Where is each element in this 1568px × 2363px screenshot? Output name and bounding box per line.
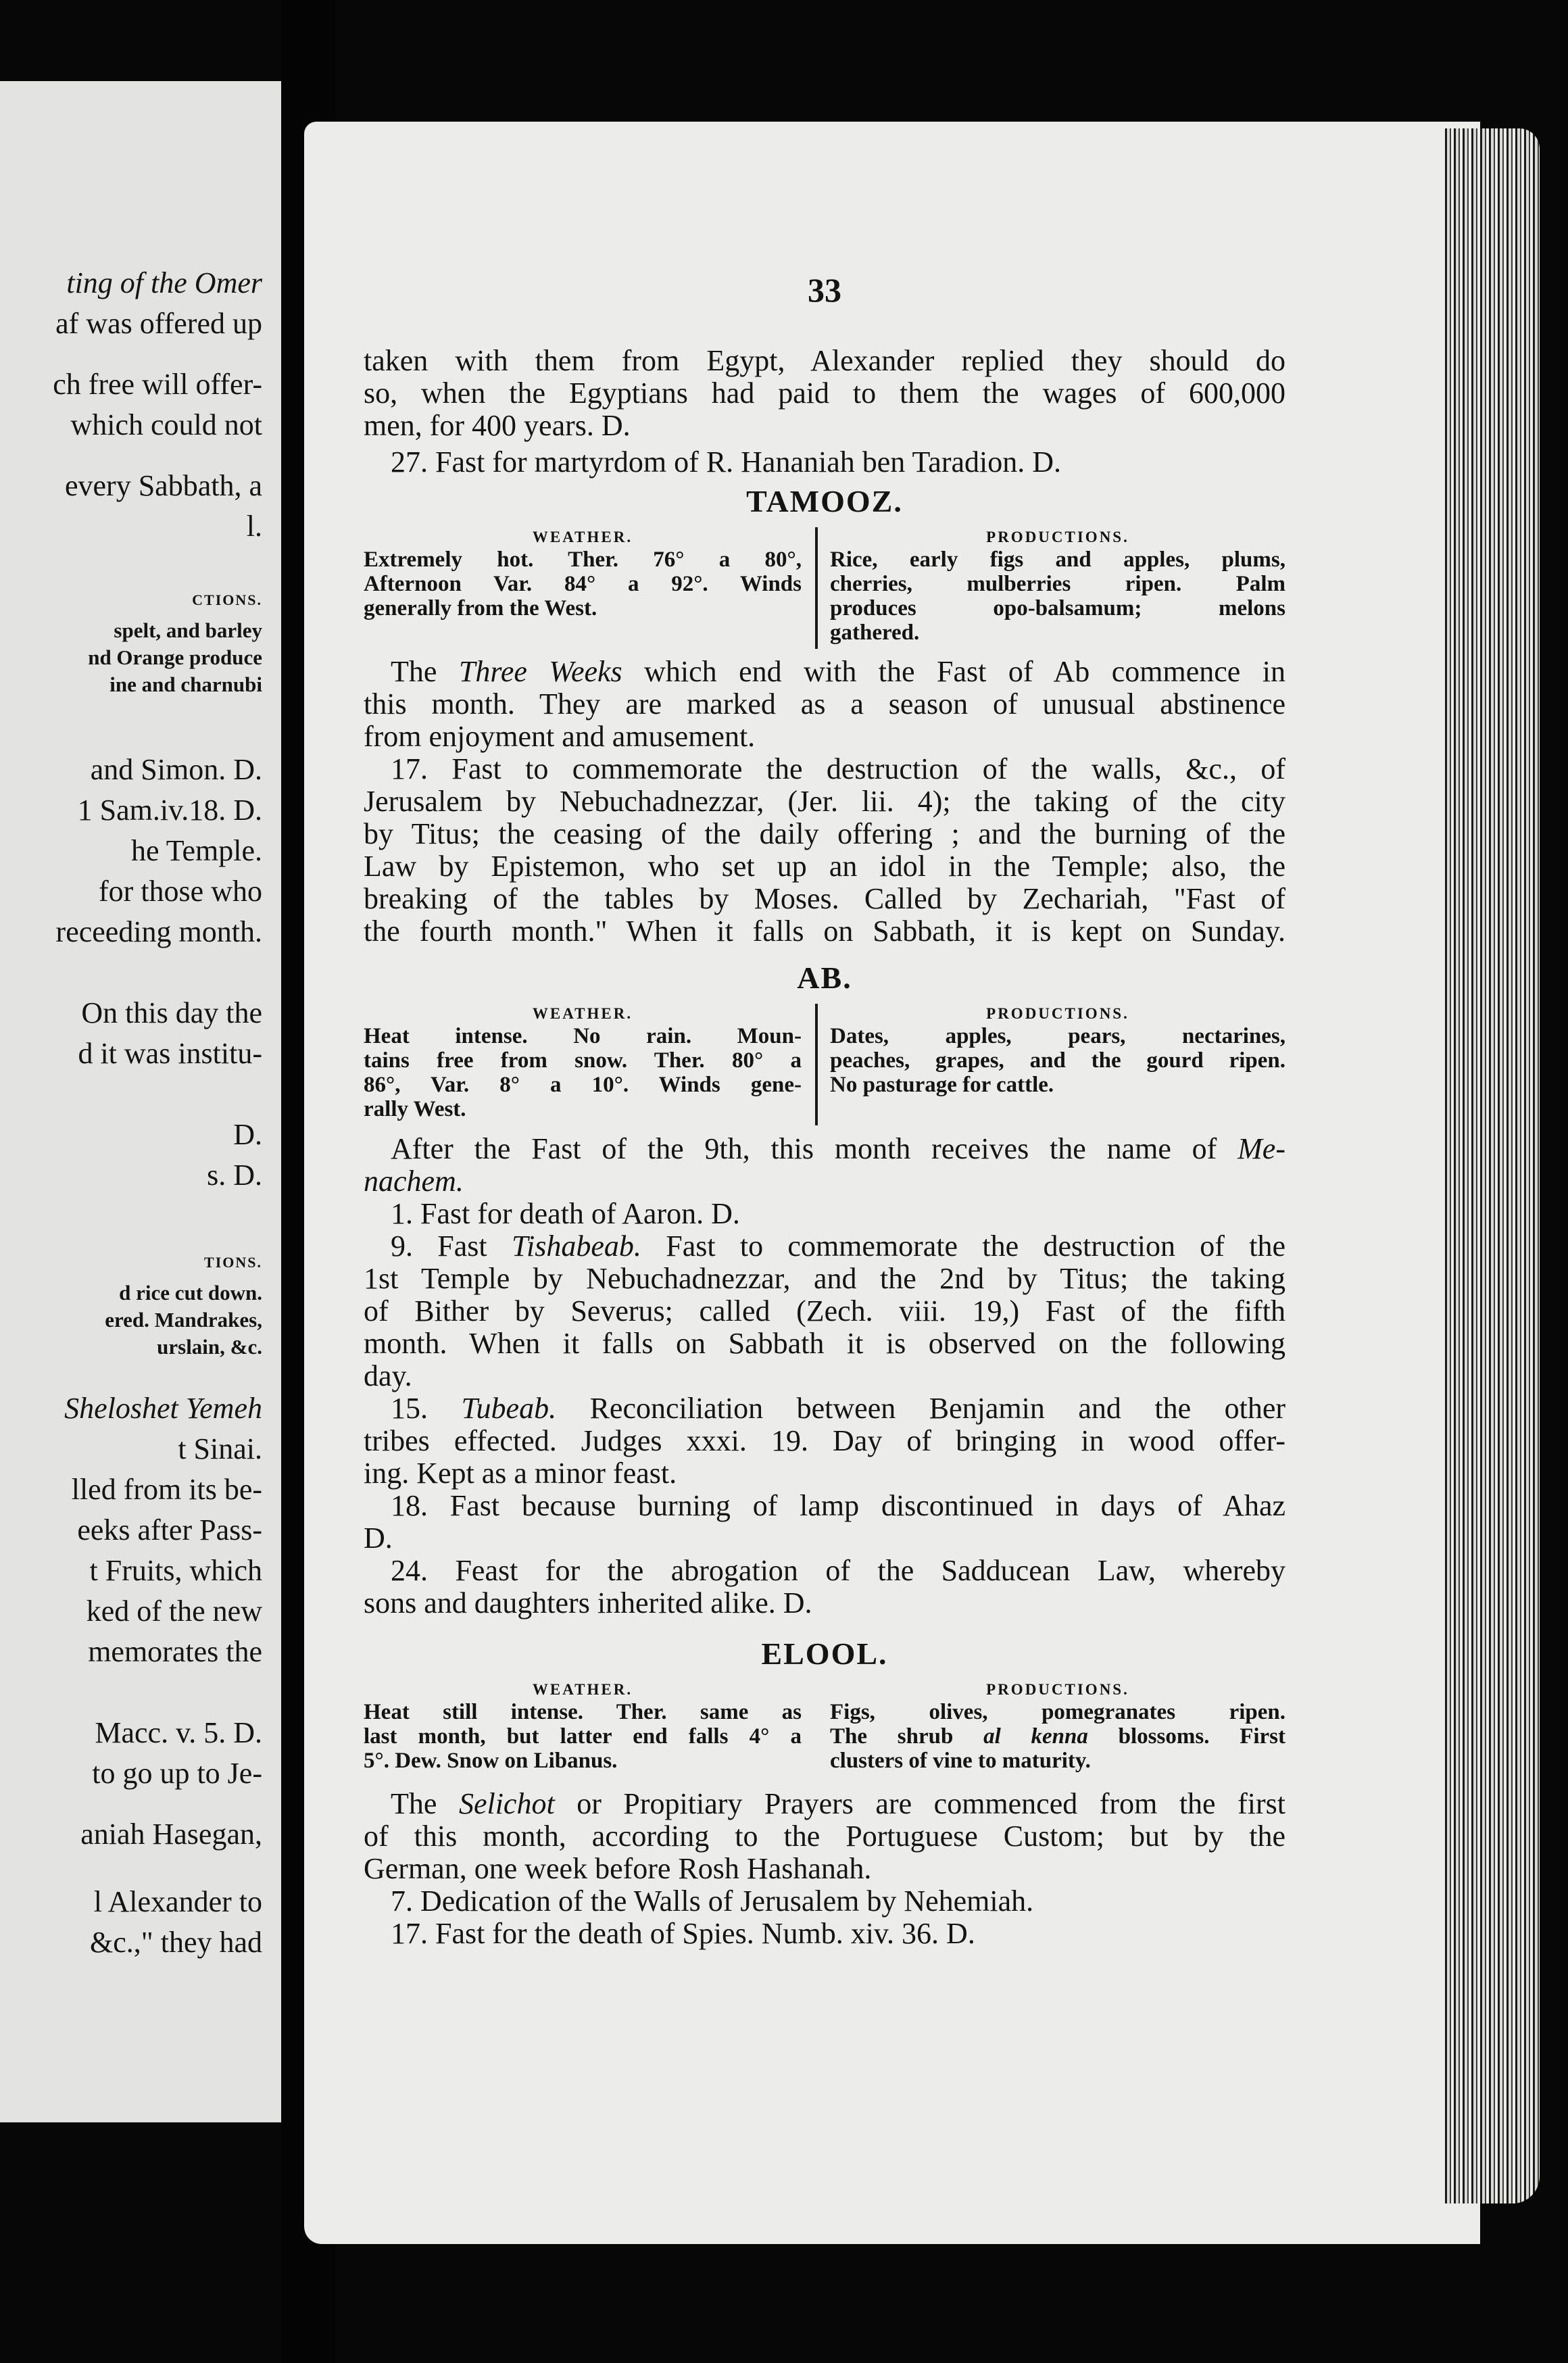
left-page-line xyxy=(0,1392,281,1425)
text-line: The Three Weeks which end with the Fast of Ab commence in xyxy=(391,655,1286,688)
ab-entry-9-body xyxy=(364,1263,1285,1392)
left-page-line xyxy=(0,1595,281,1628)
italic-term: Three Weeks xyxy=(458,655,622,688)
text-line: from enjoyment and amusement. xyxy=(364,720,756,753)
left-page-text: Sheloshet Yemeh xyxy=(64,1392,262,1425)
text-line: 15. Tubeab. Reconciliation between Benjamin and the other xyxy=(391,1392,1285,1425)
productions-label: PRODUCTIONS. xyxy=(986,1005,1129,1022)
weather-line: Heat still intense. Ther. same as xyxy=(364,1700,802,1724)
text-line: German, one week before Rosh Hashanah. xyxy=(364,1852,872,1885)
text-line: this month. They are marked as a season of unusual abstinence xyxy=(364,687,1285,721)
menachem-paragraph xyxy=(364,1133,1285,1165)
left-page-text: d rice cut down. xyxy=(119,1281,262,1305)
left-page-line xyxy=(0,1514,281,1546)
weather-line: Afternoon Var. 84° a 92°. Winds xyxy=(364,572,802,596)
tamooz-productions xyxy=(830,527,1285,645)
weather-line: tains free from snow. Ther. 80° a xyxy=(364,1048,802,1073)
ab-entry-18-body xyxy=(364,1522,1285,1555)
ab-weather xyxy=(364,1004,802,1121)
weather-line: Heat intense. No rain. Moun- xyxy=(364,1024,802,1048)
left-page-text: lled from its be- xyxy=(71,1473,262,1506)
productions-line: cherries, mulberries ripen. Palm xyxy=(830,572,1285,596)
left-page-text: 1 Sam.iv.18. D. xyxy=(77,794,262,827)
text-line xyxy=(364,1165,1285,1198)
left-page-line xyxy=(0,470,281,502)
productions-line: The shrub al kenna blossoms. First xyxy=(830,1724,1286,1749)
left-page-line xyxy=(0,510,281,543)
weather-line: 86°, Var. 8° a 10°. Winds gene- xyxy=(364,1073,802,1097)
weather-line: last month, but latter end falls 4° a xyxy=(364,1724,802,1749)
left-page-text: ered. Mandrakes, xyxy=(105,1308,262,1332)
left-page-line xyxy=(0,875,281,908)
weather-line: Extremely hot. Ther. 76° a 80°, xyxy=(364,547,802,572)
text-line: 9. Fast Tishabeab. Fast to commemorate the destruction of the xyxy=(391,1229,1285,1263)
elool-weather xyxy=(364,1680,802,1773)
left-page-line xyxy=(0,1335,281,1359)
left-page xyxy=(0,81,281,2122)
text-line: Law by Epistemon, who set up an idol in the Temple; also, the xyxy=(364,850,1285,883)
productions-line: peaches, grapes, and the gourd ripen. xyxy=(830,1048,1285,1073)
italic-term: Tubeab. xyxy=(461,1392,557,1425)
text-line: by Titus; the ceasing of the daily offering ; and the burning of the xyxy=(364,817,1285,850)
left-page-text: t Fruits, which xyxy=(89,1555,262,1587)
productions-line: gathered. xyxy=(830,620,920,645)
text-line: day. xyxy=(364,1359,412,1392)
text-line: 1. Fast for death of Aaron. D. xyxy=(391,1197,740,1230)
productions-line: clusters of vine to maturity. xyxy=(830,1749,1091,1773)
left-page-line xyxy=(0,835,281,867)
left-page-line xyxy=(0,1473,281,1506)
left-page-line xyxy=(0,754,281,786)
left-page-text: ting of the Omer xyxy=(66,267,262,299)
ab-entry-1 xyxy=(364,1198,1285,1230)
text-line: 1st Temple by Nebuchadnezzar, and the 2nd by Titus; the taking xyxy=(364,1262,1285,1295)
left-page-text: af was offered up xyxy=(55,308,262,340)
text-line: After the Fast of the 9th, this month receives the name of Me- xyxy=(391,1132,1285,1165)
ab-entry-24-body xyxy=(364,1587,1285,1619)
tamooz-weather xyxy=(364,527,802,620)
left-page-text: he Temple. xyxy=(130,835,262,867)
tamooz-table xyxy=(364,527,1285,656)
text-line: 27. Fast for martyrdom of R. Hananiah ben Taradion. D. xyxy=(391,445,1061,479)
italic-term: Me- xyxy=(1238,1132,1285,1165)
ab-entry-24-first xyxy=(364,1555,1285,1587)
left-page-line xyxy=(0,1038,281,1070)
column-divider xyxy=(815,1004,818,1125)
elool-entry-7 xyxy=(364,1885,1285,1918)
left-page-text: TIONS. xyxy=(204,1254,262,1271)
left-page-text: which could not xyxy=(70,409,262,441)
left-page-text: receeding month. xyxy=(55,916,262,948)
tamooz-heading: TAMOOZ. xyxy=(746,484,903,518)
left-page-line xyxy=(0,1119,281,1151)
selichot-paragraph xyxy=(364,1788,1285,1820)
left-page-text: Macc. v. 5. D. xyxy=(95,1717,262,1749)
ab-entry-18-first xyxy=(364,1490,1285,1522)
left-page-text: &c.," they had xyxy=(90,1926,262,1959)
left-page-text: eeks after Pass- xyxy=(77,1514,262,1546)
left-page-text: D. xyxy=(233,1119,262,1151)
left-page-line xyxy=(0,368,281,401)
left-page-text: On this day the xyxy=(81,997,262,1029)
elool-productions xyxy=(830,1680,1285,1773)
left-page-line xyxy=(0,308,281,340)
productions-line: Rice, early figs and apples, plums, xyxy=(830,547,1285,572)
weather-line: generally from the West. xyxy=(364,596,597,620)
text-line: 18. Fast because burning of lamp discontinued in days of Ahaz xyxy=(391,1489,1285,1522)
text-line: 24. Feast for the abrogation of the Sadducean Law, whereby xyxy=(391,1554,1285,1587)
left-page-text: l Alexander to xyxy=(93,1886,262,1918)
left-page-line xyxy=(0,645,281,670)
productions-label: PRODUCTIONS. xyxy=(986,1681,1129,1698)
left-page-line xyxy=(0,409,281,441)
left-page-text: aniah Hasegan, xyxy=(80,1818,262,1851)
left-page-text: to go up to Je- xyxy=(92,1757,262,1790)
text-line: The Selichot or Propitiary Prayers are commenced from the first xyxy=(391,1787,1286,1820)
left-page-line xyxy=(0,916,281,948)
left-page-line xyxy=(0,673,281,697)
left-page-text: spelt, and barley xyxy=(114,618,262,642)
left-page-text: urslain, &c. xyxy=(157,1335,262,1359)
productions-line: produces opo-balsamum; melons xyxy=(830,596,1285,620)
text-line: 17. Fast to commemorate the destruction of the walls, &c., of xyxy=(391,752,1285,785)
text-line: 17. Fast for the death of Spies. Numb. xiv. 36. D. xyxy=(391,1917,975,1950)
column-divider xyxy=(815,527,818,649)
weather-label: WEATHER. xyxy=(532,529,633,545)
elool-heading: ELOOL. xyxy=(761,1636,888,1671)
left-page-text: l. xyxy=(246,510,262,543)
productions-line: Dates, apples, pears, nectarines, xyxy=(830,1024,1285,1048)
left-page-text: d it was institu- xyxy=(78,1038,262,1070)
text-line: men, for 400 years. D. xyxy=(364,409,631,442)
left-page-text: for those who xyxy=(99,875,262,908)
left-page-line xyxy=(0,591,281,609)
left-page-text: and Simon. D. xyxy=(90,754,262,786)
italic-term: nachem. xyxy=(364,1165,464,1198)
left-page-text: nd Orange produce xyxy=(88,645,262,669)
left-page-line xyxy=(0,1308,281,1332)
left-page-line xyxy=(0,1254,281,1271)
three-weeks-continued xyxy=(364,688,1285,753)
italic-term: Selichot xyxy=(458,1787,555,1820)
left-page-line xyxy=(0,1757,281,1790)
left-page-line xyxy=(0,618,281,643)
left-page-line xyxy=(0,1717,281,1749)
text-line: tribes effected. Judges xxxi. 19. Day of bringing in wood offer- xyxy=(364,1424,1285,1457)
left-page-line xyxy=(0,1281,281,1305)
left-page-line xyxy=(0,1636,281,1668)
entry-17-body xyxy=(364,785,1285,948)
productions-label: PRODUCTIONS. xyxy=(986,529,1129,545)
left-page-line xyxy=(0,997,281,1029)
left-page-line xyxy=(0,267,281,299)
left-page-line xyxy=(0,1818,281,1851)
left-page-text: ine and charnubi xyxy=(109,673,262,696)
italic-term: Tishabeab. xyxy=(511,1229,641,1263)
left-page-text: every Sabbath, a xyxy=(65,470,262,502)
weather-line: rally West. xyxy=(364,1097,466,1121)
entry-27 xyxy=(364,446,1285,479)
page-number: 33 xyxy=(808,271,841,309)
ab-entry-15-first xyxy=(364,1392,1285,1425)
productions-line: Figs, olives, pomegranates ripen. xyxy=(830,1700,1285,1724)
left-page-text: ked of the new xyxy=(86,1595,262,1628)
selichot-continued xyxy=(364,1820,1285,1885)
text-line: of this month, according to the Portuguese Custom; but by the xyxy=(364,1820,1285,1853)
weather-label: WEATHER. xyxy=(532,1005,633,1022)
intro-paragraph xyxy=(364,345,1285,442)
left-page-line xyxy=(0,1433,281,1465)
ab-table xyxy=(364,1004,1285,1132)
text-line: 7. Dedication of the Walls of Jerusalem by Nehemiah. xyxy=(391,1884,1034,1918)
ab-productions xyxy=(830,1004,1285,1097)
ab-entry-9-first xyxy=(364,1230,1285,1263)
italic-term: al kenna xyxy=(983,1724,1088,1749)
text-line: sons and daughters inherited alike. D. xyxy=(364,1586,812,1619)
productions-line: No pasturage for cattle. xyxy=(830,1073,1054,1097)
left-page-text: memorates the xyxy=(88,1636,262,1668)
left-page-text: CTIONS. xyxy=(192,591,262,608)
text-line: D. xyxy=(364,1521,393,1555)
left-page-text: t Sinai. xyxy=(178,1433,262,1465)
left-page-line xyxy=(0,1926,281,1959)
left-page-text: ch free will offer- xyxy=(53,368,262,401)
left-page-line xyxy=(0,794,281,827)
text-line: Jerusalem by Nebuchadnezzar, (Jer. lii. 4); the taking of the city xyxy=(364,785,1285,818)
left-page-line xyxy=(0,1555,281,1587)
text-line: breaking of the tables by Moses. Called by Zechariah, "Fast of xyxy=(364,882,1285,915)
text-line: taken with them from Egypt, Alexander replied they should do xyxy=(364,344,1285,377)
three-weeks-paragraph xyxy=(364,656,1285,688)
text-line: the fourth month." When it falls on Sabbath, it is kept on Sunday. xyxy=(364,915,1285,948)
menachem-continued xyxy=(364,1165,1285,1198)
left-page-line xyxy=(0,1886,281,1918)
left-page-text: s. D. xyxy=(207,1159,262,1192)
text-line: ing. Kept as a minor feast. xyxy=(364,1457,677,1490)
elool-table xyxy=(364,1680,1285,1788)
entry-17-first xyxy=(364,753,1285,785)
weather-line: 5°. Dew. Snow on Libanus. xyxy=(364,1749,618,1773)
ab-heading: AB. xyxy=(797,960,852,995)
text-line: of Bither by Severus; called (Zech. viii. 19,) Fast of the fifth xyxy=(364,1294,1285,1327)
elool-entry-17 xyxy=(364,1918,1285,1950)
text-line: so, when the Egyptians had paid to them the wages of 600,000 xyxy=(364,376,1285,410)
left-page-line xyxy=(0,1159,281,1192)
text-line: month. When it falls on Sabbath it is observed on the following xyxy=(364,1327,1285,1360)
page-edges xyxy=(1445,128,1540,2203)
ab-entry-15-body xyxy=(364,1425,1285,1490)
weather-label: WEATHER. xyxy=(532,1681,633,1698)
